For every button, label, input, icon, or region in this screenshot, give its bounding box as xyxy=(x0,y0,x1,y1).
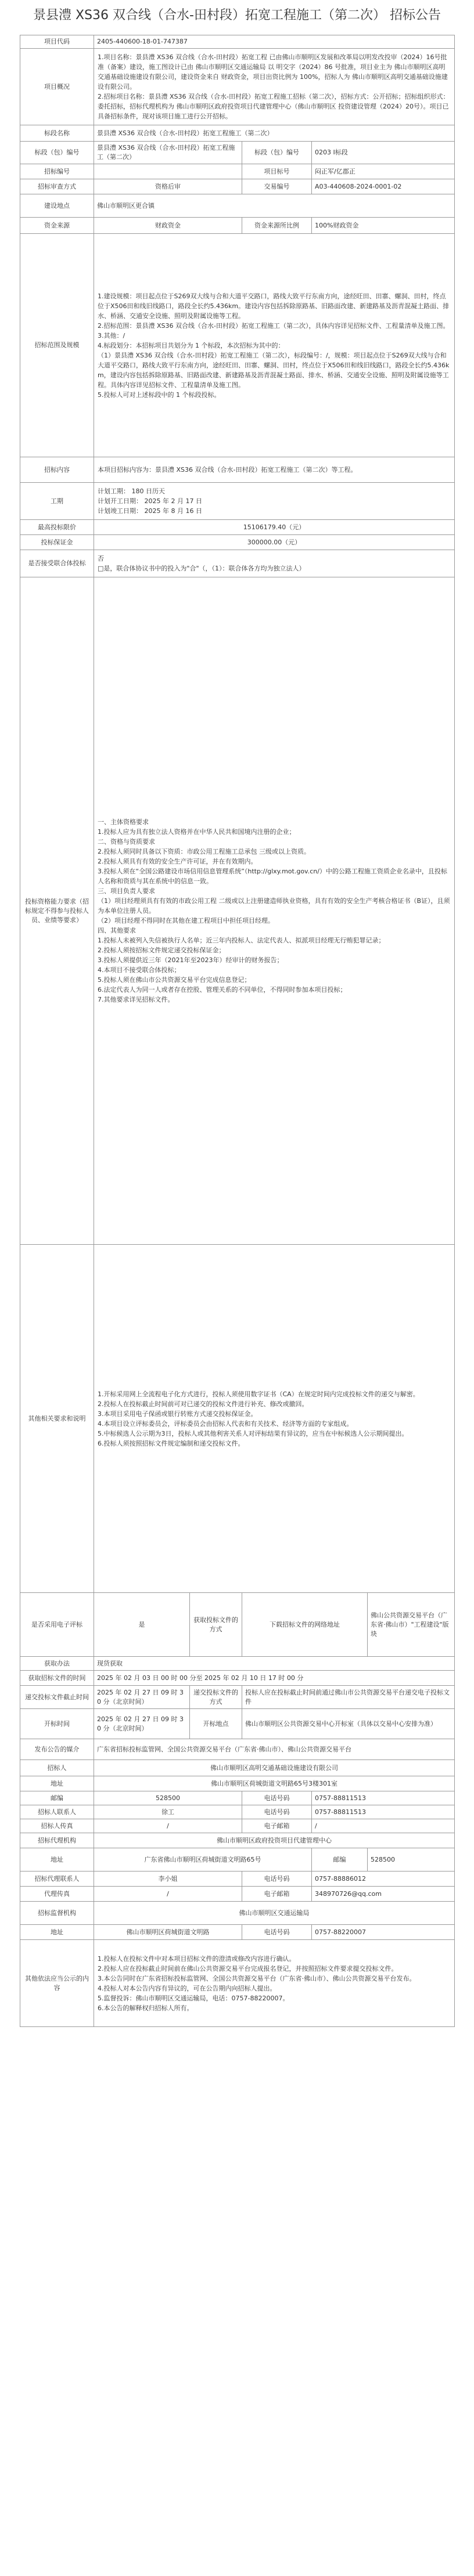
agent-contact-side-value: 0757-88886012 xyxy=(312,1872,455,1887)
capital-label: 资金来源 xyxy=(20,218,94,234)
row-bid-content xyxy=(20,457,455,483)
fax-value: / xyxy=(94,1819,242,1833)
max-price-value: 15106179.40（元） xyxy=(94,520,455,535)
project-overview-label: 项目概况 xyxy=(20,49,94,125)
bid-content-label: 招标内容 xyxy=(20,457,94,483)
row-bid-code xyxy=(20,164,455,179)
row-consortium xyxy=(20,550,455,577)
zip-label: 邮编 xyxy=(20,1791,94,1805)
row-get-time xyxy=(20,1671,455,1686)
agent-fax-label: 代理传真 xyxy=(20,1887,94,1902)
project-scope-label: 招标范围及规模 xyxy=(20,234,94,457)
section-code-label: 标段（包）编号 xyxy=(20,142,94,164)
bid-code-side-value: 闷正军/亿郡正 xyxy=(312,164,455,179)
bid-content-value: 本项目招标内容为：景县澧 XS36 双合线（合水-田村段）拓宽工程施工（第二次）等工程。 xyxy=(94,457,455,483)
agent-contact-side-label: 电话号码 xyxy=(242,1872,312,1887)
row-duration xyxy=(20,483,455,520)
row-contact xyxy=(20,1805,455,1819)
agent-addr-side-value: 528500 xyxy=(368,1848,455,1872)
get-time-label: 获取招标文件的时间 xyxy=(20,1671,94,1686)
review-method-value: 资格后审 xyxy=(94,179,242,194)
max-price-label: 最高投标限价 xyxy=(20,520,94,535)
row-address xyxy=(20,1776,455,1791)
supervisor-value: 佛山市顺明区交通运输局 xyxy=(94,1902,455,1925)
row-section-name xyxy=(20,125,455,142)
row-tenderer xyxy=(20,1760,455,1776)
publish-media-value: 广东省招标投标监管网、全国公共资源交易平台（广东省·佛山市）、佛山公共资源交易平台 xyxy=(94,1739,455,1760)
zip-side-value: 0757-88811513 xyxy=(312,1791,455,1805)
agent-contact-value: 李小姐 xyxy=(94,1872,242,1887)
review-method-side-label: 交易编号 xyxy=(242,179,312,194)
row-agent-addr xyxy=(20,1848,455,1872)
bid-code-side-label: 项目标号 xyxy=(242,164,312,179)
row-zip xyxy=(20,1791,455,1805)
tenderer-label: 招标人 xyxy=(20,1760,94,1776)
contact-side-label: 电话号码 xyxy=(242,1805,312,1819)
other-label: 其他依法应当公示的内容 xyxy=(20,1940,94,2027)
evaluation-side-label: 获取投标文件的方式 xyxy=(190,1593,242,1657)
open-time-value: 2025 年 02 月 27 日 09 时 30 分（北京时间） xyxy=(94,1709,190,1739)
duration-label: 工期 xyxy=(20,483,94,520)
deadline-side-value: 投标人应在投标截止时间前通过佛山市公共资源交易平台递交电子投标文件 xyxy=(242,1686,455,1709)
fax-label: 招标人传真 xyxy=(20,1819,94,1833)
construction-site-label: 建设地点 xyxy=(20,194,94,218)
open-time-side-value: 佛山市顺明区公共资源交易中心开标室（具体以交易中心安排为准） xyxy=(242,1709,455,1739)
row-project-scope xyxy=(20,234,455,457)
qualification-label: 投标资格能力要求（招标规定不得参与投标人员、业绩等要求） xyxy=(20,577,94,1245)
bid-bond-value: 300000.00（元） xyxy=(94,535,455,550)
row-supervisor xyxy=(20,1902,455,1925)
announcement-page xyxy=(20,0,454,2027)
review-method-side-value: A03-440608-2024-0001-02 xyxy=(312,179,455,194)
row-fax xyxy=(20,1819,455,1833)
row-construction-site xyxy=(20,194,455,218)
agent-fax-side-value: 348970726@qq.com xyxy=(312,1887,455,1902)
zip-value: 528500 xyxy=(94,1791,242,1805)
sup-addr-value: 佛山市顺明区荷城街道文明路 xyxy=(94,1925,242,1940)
tenderer-value: 佛山市顺明区高明交通基础设施建设有限公司 xyxy=(94,1760,455,1776)
consortium-value: 否 □是，联合体协议书中的投入为"合"（，（1）：联合体各方均为独立法人） xyxy=(94,550,455,577)
row-bid-bond xyxy=(20,535,455,550)
sup-addr-side-value: 0757-88220007 xyxy=(312,1925,455,1940)
row-deadline xyxy=(20,1686,455,1709)
bid-code-value xyxy=(94,164,242,179)
qualification-value: 一、主体资格要求 1.投标人应为具有独立法人资格并在中华人民共和国境内注册的企业； 二、资格与资质要求 2.投标人须同时具备以下资质：市政公用工程施工总承包 三级或以上资质。 2.投标人须具有有效的安全生产许可证，并在有效期内。 3.投标人须在“全国公路建设市场信用信息管理系统”（http://glxy.mot.gov.cn/）中的公路工程施工资质企业名录中，且投标人名称和资质与其在系统中的信息一致。 三、项目负责人要求 （1）项目经理须具有有效的市政公用工程 二级或以上注册建造师执业资格，具有有效的安全生产考核合格证书（B证），且须为本单位注册人员。 （2）项目经理不得同时在其他在建工程项目中担任项目经理。 四、其他要求 1.投标人未被列入失信被执行人名单；近三年内投标人、法定代表人、拟派项目经理无行贿犯罪记录； 2.投标人须按招标文件规定递交投标保证金； 3.投标人须提供近三年（2021年至2023年）经审计的财务报告； 4.本项目不接受联合体投标； 5.投标人须在佛山市公共资源交易平台完成信息登记； 6.法定代表人为同一人或者存在控股、管理关系的不同单位，不得同时参加本项目投标； 7.其他要求详见招标文件。 xyxy=(94,577,455,1245)
other-value: 1.投标人在投标文件中对本项目招标文件的澄清或修改内容进行确认。 2.投标人应在投标截止时间前在佛山公共资源交易平台完成报名登记，并按照招标文件要求提交投标文件。 3.本公告同时在广东省招标投标监管网、全国公共资源交易平台（广东省·佛山市）、佛山公共资源交易平台发布。 4.投标人对本公告内容有异议的，可在公告期内向招标人提出。 5.监督投诉：佛山市顺明区交通运输局，电话：0757-88220007。 6.本公告的解释权归招标人所有。 xyxy=(94,1940,455,2027)
address-label: 地址 xyxy=(20,1776,94,1791)
address-value: 佛山市顺明区荷城街道文明路65号3楼301室 xyxy=(94,1776,455,1791)
get-time-value: 2025 年 02 月 03 日 00 时 00 分至 2025 年 02 月 10 日 17 时 00 分 xyxy=(94,1671,455,1686)
bid-code-label: 招标编号 xyxy=(20,164,94,179)
agent-addr-label: 地址 xyxy=(20,1848,94,1872)
row-project-code xyxy=(20,35,455,49)
deadline-side-label: 递交投标文件的方式 xyxy=(190,1686,242,1709)
row-open-time xyxy=(20,1709,455,1739)
evaluation-label: 是否采用电子评标 xyxy=(20,1593,94,1657)
zip-side-label: 电话号码 xyxy=(242,1791,312,1805)
section-code-side-label: 标段（包）编号 xyxy=(242,142,312,164)
publish-media-label: 发布公告的媒介 xyxy=(20,1739,94,1760)
row-other xyxy=(20,1940,455,2027)
get-method-value: 现货获取 xyxy=(94,1657,455,1671)
sup-addr-side-label: 电话号码 xyxy=(242,1925,312,1940)
announcement-table xyxy=(20,35,455,2027)
contact-side-value: 0757-88811513 xyxy=(312,1805,455,1819)
capital-side-label: 资金来源所比例 xyxy=(242,218,312,234)
agent-addr-side-label: 邮编 xyxy=(312,1848,368,1872)
bid-bond-label: 投标保证金 xyxy=(20,535,94,550)
row-capital xyxy=(20,218,455,234)
attention-label: 其他相关要求和说明 xyxy=(20,1245,94,1593)
deadline-value: 2025 年 02 月 27 日 09 时 30 分（北京时间） xyxy=(94,1686,190,1709)
open-time-label: 开标时间 xyxy=(20,1709,94,1739)
row-review-method xyxy=(20,179,455,194)
project-code-value: 2405-440600-18-01-747387 xyxy=(94,35,455,49)
agent-value: 佛山市顺明区政府投资项目代建管理中心 xyxy=(94,1833,455,1848)
fax-side-label: 电子邮箱 xyxy=(242,1819,312,1833)
row-qualification xyxy=(20,577,455,1245)
section-code-value: 景县澧 XS36 双合线（合水-田村段）拓宽工程施工（第二次） xyxy=(94,142,242,164)
sup-addr-label: 地址 xyxy=(20,1925,94,1940)
row-publish-media xyxy=(20,1739,455,1760)
capital-value: 财政资金 xyxy=(94,218,242,234)
contact-value: 徐工 xyxy=(94,1805,242,1819)
agent-fax-side-label: 电子邮箱 xyxy=(242,1887,312,1902)
agent-addr-value: 广东省佛山市顺明区荷城街道文明路65号 xyxy=(94,1848,312,1872)
project-code-label: 项目代码 xyxy=(20,35,94,49)
evaluation-side-value2: 佛山公共资源交易平台（广东省·佛山市）"工程建设"版块 xyxy=(368,1593,455,1657)
section-name-label: 标段名称 xyxy=(20,125,94,142)
project-overview-value: 1.项目名称：景县澧 XS36 双合线（合水-田村段）拓宽工程 已由佛山市顺明区发展和改革局以明发改投审（2024）16号批准（备案）建设，施工图设计已由 佛山市顺明区交通运输局 以 明交字（2024）86 号批准，项目业主为 佛山市顺明区高明交通基础设施建设有限公司，建设资金来自 财政资金，项目出资比例为 100%，招标人为 佛山市顺明区高明交通基础设施建设有限公司。 2.招标项目名称：景县澧 XS36 双合线（合水-田村段）拓宽工程施工招标（第二次），招标方式：公开招标；招标组织形式：委托招标，招标代理机构为 佛山市顺明区政府投资项目代建管理中心（佛山市顺明区 投资建设管理（2024）20号）。项目已具备招标条件，现对该项目施工进行公开招标。 xyxy=(94,49,455,125)
row-project-overview xyxy=(20,49,455,125)
agent-contact-label: 招标代理联系人 xyxy=(20,1872,94,1887)
contact-label: 招标人联系人 xyxy=(20,1805,94,1819)
review-method-label: 招标审查方式 xyxy=(20,179,94,194)
evaluation-side-value: 下载招标文件的网络地址 xyxy=(242,1593,368,1657)
open-time-side-label: 开标地点 xyxy=(190,1709,242,1739)
construction-site-value: 佛山市顺明区更合镇 xyxy=(94,194,455,218)
consortium-label: 是否接受联合体投标 xyxy=(20,550,94,577)
deadline-label: 递交投标文件截止时间 xyxy=(20,1686,94,1709)
section-name-value: 景县澧 XS36 双合线（合水-田村段）拓宽工程施工（第二次） xyxy=(94,125,455,142)
agent-label: 招标代理机构 xyxy=(20,1833,94,1848)
row-agent-contact xyxy=(20,1872,455,1887)
project-scope-value: 1.建设规模：项目起点位于S269双大线与合和大道平交路口，路线大致平行东南方向，途经旺田、田寨、螺洞、田村，终点位于X506田和线旧线路口，路段全长约5.436km。建设内容包括拆除原路基、旧路面改建、新建路基及沥青混凝土路面、排水、桥涵、交通安全设施、照明及附属设施等工程。 2.招标范围：景县澧 XS36 双合线（合水-田村段）拓宽工程施工（第二次），具体内容详见招标文件、工程量清单及施工图。 3.其他：/ 4.标段划分：本招标项目共划分为 1 个标段，本次招标为其中的： （1）景县澧 XS36 双合线（合水-田村段）拓宽工程施工（第二次），标段编号：/，规模：项目起点位于S269双大线与合和大道平交路口，路线大致平行东南方向，途经旺田、田寨、螺洞、田村，终点位于X506田和线旧线路口，路段全长约5.436km，建设内容包括拆除原路基、旧路面改建、新建路基及沥青混凝土路面、排水、桥涵、交通安全设施、照明及附属设施等工程。具体内容详见招标文件、工程量清单及施工图。 5.投标人可对上述标段中的 1 个标段投标。 xyxy=(94,234,455,457)
row-agent-fax xyxy=(20,1887,455,1902)
row-get-method xyxy=(20,1657,455,1671)
get-method-label: 获取办法 xyxy=(20,1657,94,1671)
row-sup-addr xyxy=(20,1925,455,1940)
supervisor-label: 招标监督机构 xyxy=(20,1902,94,1925)
row-agent xyxy=(20,1833,455,1848)
capital-side-value: 100%财政资金 xyxy=(312,218,455,234)
row-evaluation xyxy=(20,1593,455,1657)
row-section-code xyxy=(20,142,455,164)
row-attention xyxy=(20,1245,455,1593)
duration-value: 计划工期： 180 日历天 计划开工日期： 2025 年 2 月 17 日 计划竣工日期： 2025 年 8 月 16 日 xyxy=(94,483,455,520)
section-code-side-value: 0203 Ⅰ标段 xyxy=(312,142,455,164)
evaluation-value: 是 xyxy=(94,1593,190,1657)
page-title: 景县澧 XS36 双合线（合水-田村段）拓宽工程施工（第二次） 招标公告 xyxy=(33,8,441,23)
agent-fax-value: / xyxy=(94,1887,242,1902)
fax-side-value: / xyxy=(312,1819,455,1833)
row-max-price xyxy=(20,520,455,535)
attention-value: 1.开标采用网上全流程电子化方式进行，投标人须使用数字证书（CA）在规定时间内完成投标文件的递交与解密。 2.投标人在投标截止时间前可对已递交的投标文件进行补充、修改或撤回。 3.本项目采用电子保函或银行转账方式递交投标保证金。 4.本项目设立评标委员会，评标委员会由招标人代表和有关技术、经济等方面的专家组成。 5.中标候选人公示期为3日，投标人或其他利害关系人对评标结果有异议的，应当在中标候选人公示期间提出。 6.投标人须按照招标文件规定编制和递交投标文件。 xyxy=(94,1245,455,1593)
